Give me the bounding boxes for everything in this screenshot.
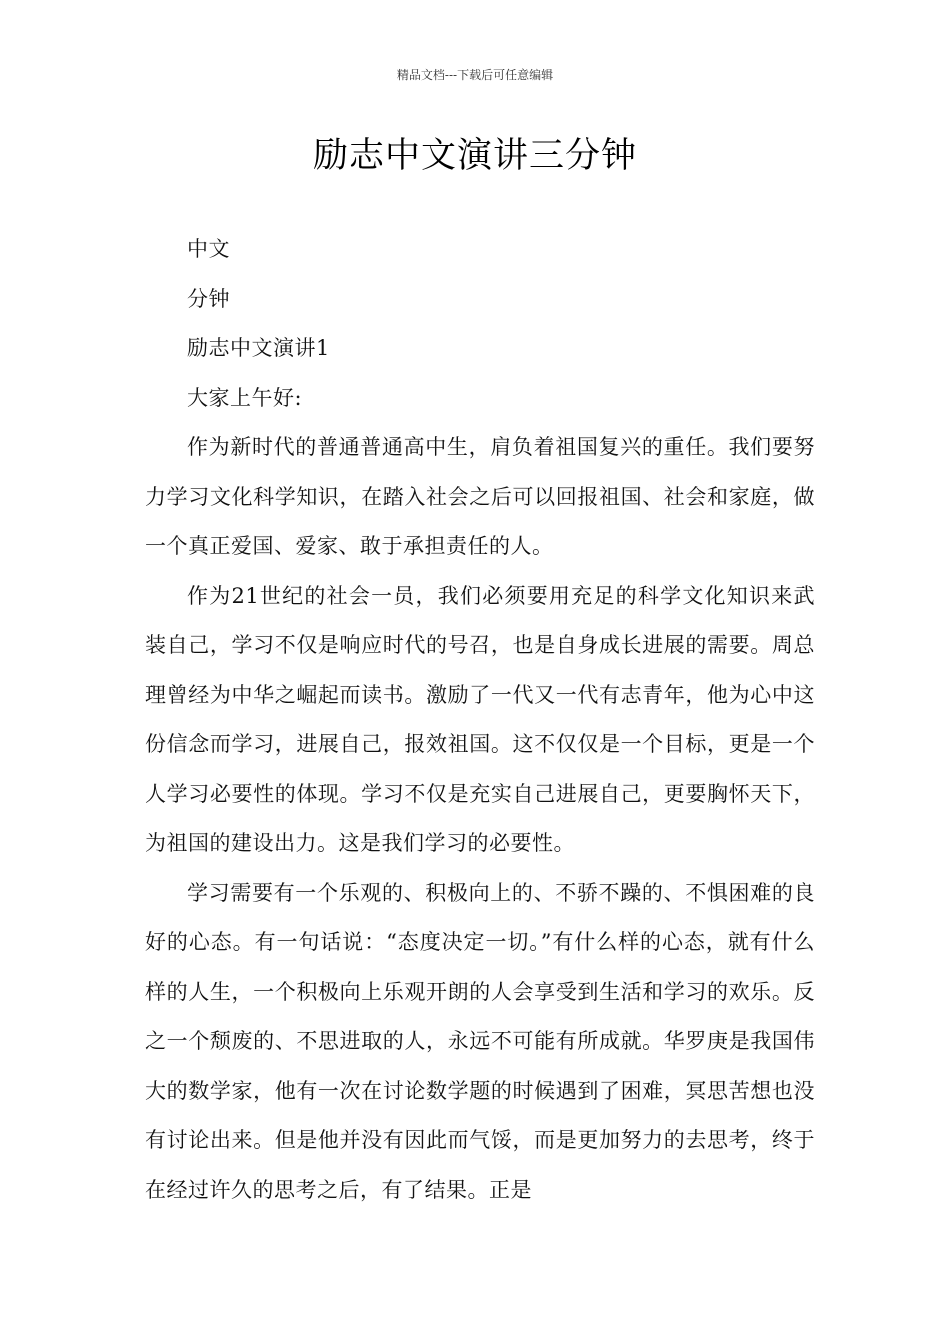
paragraph: 学习需要有一个乐观的、积极向上的、不骄不躁的、不惧困难的良好的心态。有一句话说：“态度决定一切。”有什么样的心态，就有什么样的人生，一个积极向上乐观开朗的人会享受到生活和学习的欢乐。反之一个颓废的、不思进取的人，永远不可能有所成就。华罗庚是我国伟大的数学家，他有一次在讨论数学题的时候遇到了困难，冥思苦想也没有讨论出来。但是他并没有因此而气馁，而是更加努力的去思考，终于在经过许久的思考之后，有了结果。正是 <box>145 880 815 1202</box>
paragraph: 分钟 <box>187 286 230 311</box>
paragraph: 中文 <box>187 237 230 261</box>
paragraph: 励志中文演讲1 <box>187 336 330 360</box>
header-note: 精品文档---下载后可任意编辑 <box>396 68 554 82</box>
document-title: 励志中文演讲三分钟 <box>312 136 637 176</box>
document-body <box>145 225 815 1215</box>
paragraph: 大家上午好: <box>187 385 303 410</box>
paragraph: 作为21世纪的社会一员，我们必须要用充足的科学文化知识来武装自己，学习不仅是响应时代的号召，也是自身成长进展的需要。周总理曾经为中华之崛起而读书。激励了一代又一代有志青年，他为心中这份信念而学习，进展自己，报效祖国。这不仅仅是一个目标，更是一个人学习必要性的体现。学习不仅是充实自己进展自己，更要胸怀天下，为祖国的建设出力。这是我们学习的必要性。 <box>145 583 815 855</box>
paragraph: 作为新时代的普通普通高中生，肩负着祖国复兴的重任。我们要努力学习文化科学知识，在踏入社会之后可以回报祖国、社会和家庭，做一个真正爱国、爱家、敢于承担责任的人。 <box>145 435 815 558</box>
